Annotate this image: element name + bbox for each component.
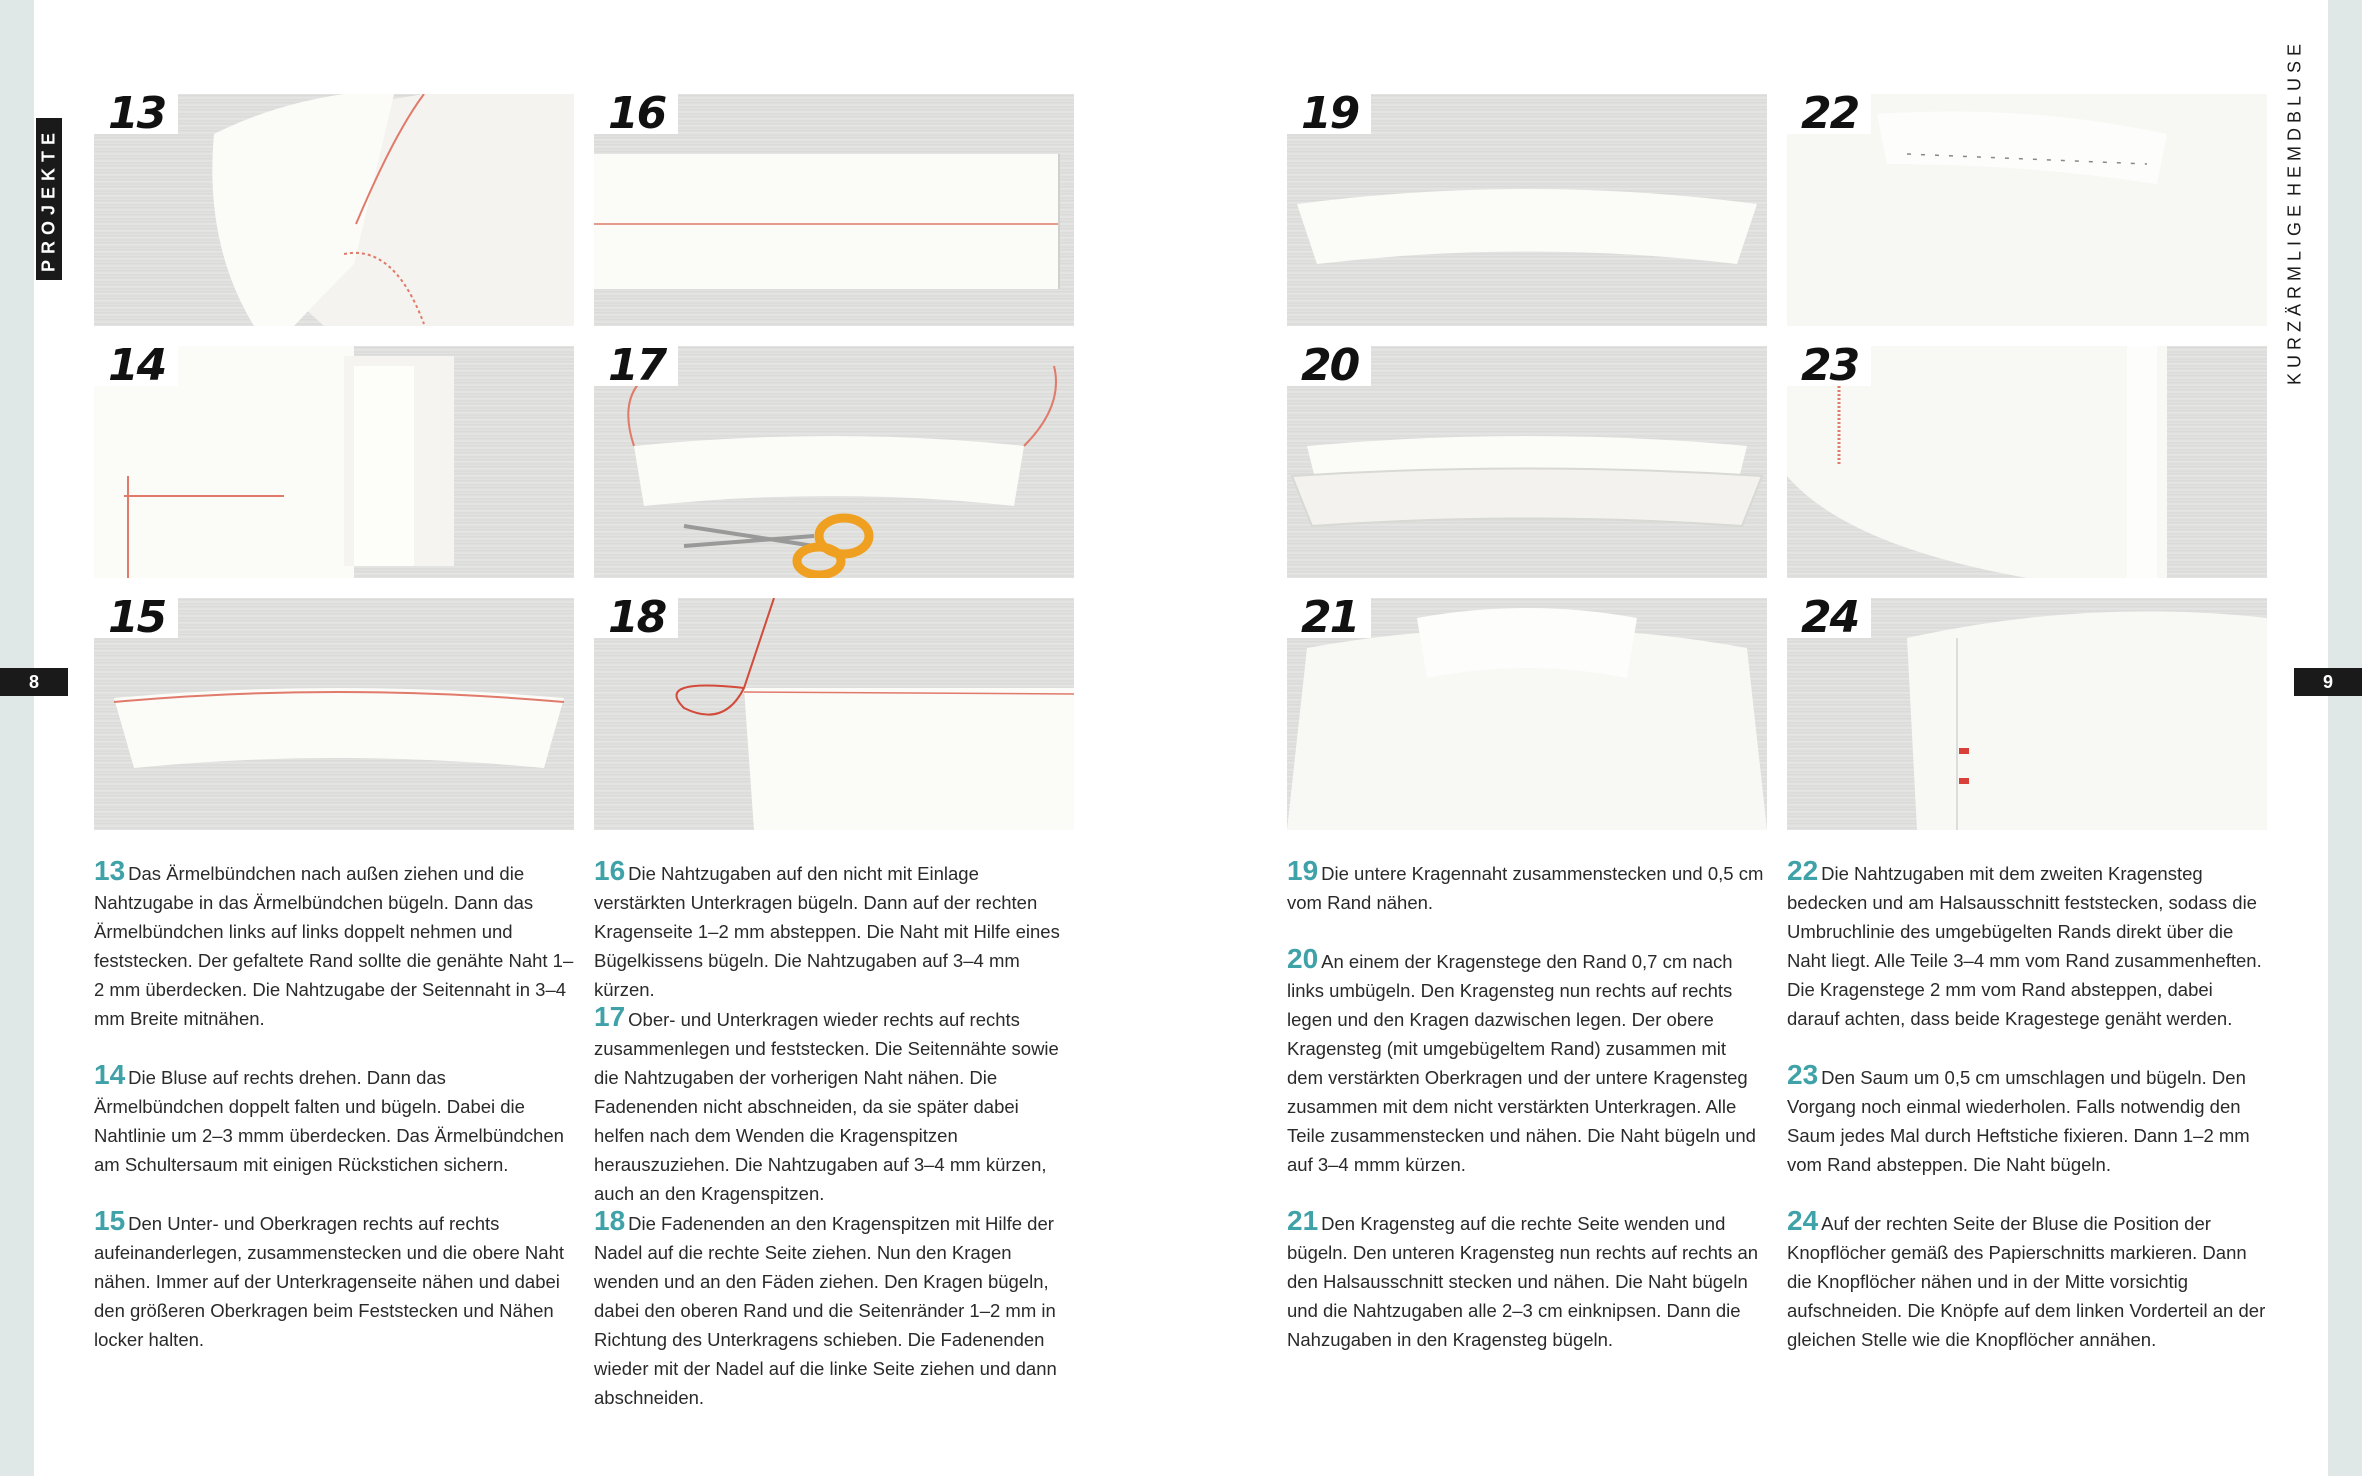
photo-number: 19: [1287, 94, 1371, 134]
photo-step-22: [1787, 94, 2267, 326]
photo-number: 17: [594, 346, 678, 386]
step-number: 20: [1287, 943, 1319, 974]
step-text: Den Unter- und Oberkragen rechts auf rechts aufeinanderlegen, zusammenstecken und die obere Naht nähen. Immer auf der Unterkragenseite nähen und dabei den größeren Oberkragen beim Feststecken und Nähen locker halten.: [94, 1213, 565, 1350]
step-text: Den Kragensteg auf die rechte Seite wenden und bügeln. Den unteren Kragensteg nun rechts auf rechts an den Halsausschnitt stecken und nähen. Die Naht bügeln und die Nahtzugaben alle 2–3 cm einknipsen. Dann die Nahzugaben in den Kragensteg bügeln.: [1287, 1213, 1759, 1350]
photo-step-19: [1287, 94, 1767, 326]
page-number-left: 8: [0, 668, 68, 696]
step-number: 15: [94, 1205, 126, 1236]
step-text: Ober- und Unterkragen wieder rechts auf rechts zusammenlegen und feststecken. Die Seitennähte sowie die Nahtzugaben der vorherigen Naht nähen. Die Fadenenden nicht abschneiden, da sie später dabei helfen nach dem Wenden die Kragenspitzen herauszuziehen. Die Nahtzugaben auf 3–4 mm kürzen, auch an den Kragenspitzen.: [594, 1009, 1059, 1204]
photo-number: 23: [1787, 346, 1871, 386]
page-number-right: 9: [2294, 668, 2362, 696]
photo-number: 20: [1287, 346, 1371, 386]
step-number: 24: [1787, 1205, 1819, 1236]
step-text: An einem der Kragenstege den Rand 0,7 cm nach links umbügeln. Den Kragensteg nun rechts auf rechts legen und den Kragen dazwischen legen. Der obere Kragensteg (mit umgebügeltem Rand) zusammen mit dem verstärkten Oberkragen und der untere Kragensteg zusammen mit dem nicht verstärkten Unterkragen. Alle Teile zusammenstecken und nähen. Die Naht bügeln und auf 3–4 mmm kürzen.: [1287, 951, 1756, 1175]
photo-step-17: [594, 346, 1074, 578]
photo-number: 15: [94, 598, 178, 638]
step-14: [94, 1060, 574, 1179]
step-text: Auf der rechten Seite der Bluse die Position der Knopflöcher gemäß des Papierschnitts markieren. Dann die Knopflöcher nähen und in der Mitte vorsichtig aufschneiden. Die Knöpfe auf dem linken Vorderteil an der gleichen Stelle wie die Knopflöcher annähen.: [1787, 1213, 2266, 1350]
photo-number: 13: [94, 94, 178, 134]
section-tab-projekte: PROJEKTE: [36, 118, 62, 280]
step-text: Den Saum um 0,5 cm umschlagen und bügeln. Den Vorgang noch einmal wiederholen. Falls notwendig den Saum jedes Mal durch Heftstiche fixieren. Dann 1–2 mm vom Rand absteppen. Die Naht bügeln.: [1787, 1067, 2250, 1175]
photo-step-14: [94, 346, 574, 578]
photo-number: 16: [594, 94, 678, 134]
step-text: Die Nahtzugaben mit dem zweiten Kragensteg bedecken und am Halsausschnitt feststecken, sodass die Umbruchlinie des umgebügelten Rands direkt über die Naht liegt. Alle Teile 3–4 mm vom Rand zusammenheften. Die Kragenstege 2 mm vom Rand absteppen, dabei darauf achten, dass beide Kragestege genäht werden.: [1787, 863, 2262, 1029]
photo-number: 14: [94, 346, 178, 386]
step-number: 22: [1787, 855, 1819, 886]
step-number: 14: [94, 1059, 126, 1090]
step-number: 19: [1287, 855, 1319, 886]
chapter-title-vertical: [2266, 38, 2324, 386]
step-text: Die untere Kragennaht zusammenstecken und 0,5 cm vom Rand nähen.: [1287, 863, 1764, 913]
photo-step-21: [1287, 598, 1767, 830]
step-number: 16: [594, 855, 626, 886]
step-number: 17: [594, 1001, 626, 1032]
left-page-edge: [0, 0, 34, 1476]
step-15: [94, 1206, 574, 1354]
step-24: [1787, 1206, 2267, 1354]
photo-step-16: [594, 94, 1074, 326]
photo-number: 22: [1787, 94, 1871, 134]
step-text: Das Ärmelbündchen nach außen ziehen und die Nahtzugabe in das Ärmelbündchen bügeln. Dann das Ärmelbündchen links auf links doppelt nehmen und feststecken. Der gefaltete Rand sollte die genähte Naht 1–2 mm überdecken. Die Nahtzugabe der Seitennaht in 3–4 mm Breite mitnähen.: [94, 863, 574, 1029]
step-number: 23: [1787, 1059, 1819, 1090]
step-number: 18: [594, 1205, 626, 1236]
photo-step-15: [94, 598, 574, 830]
photo-number: 18: [594, 598, 678, 638]
step-text: Die Fadenenden an den Kragenspitzen mit Hilfe der Nadel auf die rechte Seite ziehen. Nun den Kragen wenden und an den Fäden ziehen. Den Kragen bügeln, dabei den oberen Rand und die Seitenränder 1–2 mm in Richtung des Unterkragens schieben. Die Fadenenden wieder mit der Nadel auf die linke Seite ziehen und dann abschneiden.: [594, 1213, 1057, 1408]
step-20: [1287, 944, 1767, 1179]
step-19: [1287, 856, 1767, 917]
step-22: [1787, 856, 2267, 1033]
chapter-title-line-2: HEMDBLUSE: [2284, 38, 2305, 196]
step-16: [594, 856, 1074, 1004]
right-page-edge: [2328, 0, 2362, 1476]
step-23: [1787, 1060, 2267, 1179]
step-13: [94, 856, 574, 1033]
step-number: 21: [1287, 1205, 1319, 1236]
step-17: [594, 1002, 1074, 1208]
photo-number: 24: [1787, 598, 1871, 638]
step-18: [594, 1206, 1074, 1412]
photo-step-23: [1787, 346, 2267, 578]
step-21: [1287, 1206, 1767, 1354]
step-text: Die Bluse auf rechts drehen. Dann das Ärmelbündchen doppelt falten und bügeln. Dabei die Nahtlinie um 2–3 mmm überdecken. Das Ärmelbündchen am Schultersaum mit einigen Rückstichen sichern.: [94, 1067, 564, 1175]
photo-step-18: [594, 598, 1074, 830]
photo-step-24: [1787, 598, 2267, 830]
photo-number: 21: [1287, 598, 1371, 638]
step-number: 13: [94, 855, 126, 886]
step-text: Die Nahtzugaben auf den nicht mit Einlage verstärkten Unterkragen bügeln. Dann auf der rechten Kragenseite 1–2 mm absteppen. Die Naht mit Hilfe eines Bügelkissens bügeln. Die Nahtzugaben auf 3–4 mm kürzen.: [594, 863, 1060, 1000]
photo-step-20: [1287, 346, 1767, 578]
chapter-title-line-1: KURZÄRMLIGE: [2284, 200, 2305, 386]
photo-step-13: [94, 94, 574, 326]
